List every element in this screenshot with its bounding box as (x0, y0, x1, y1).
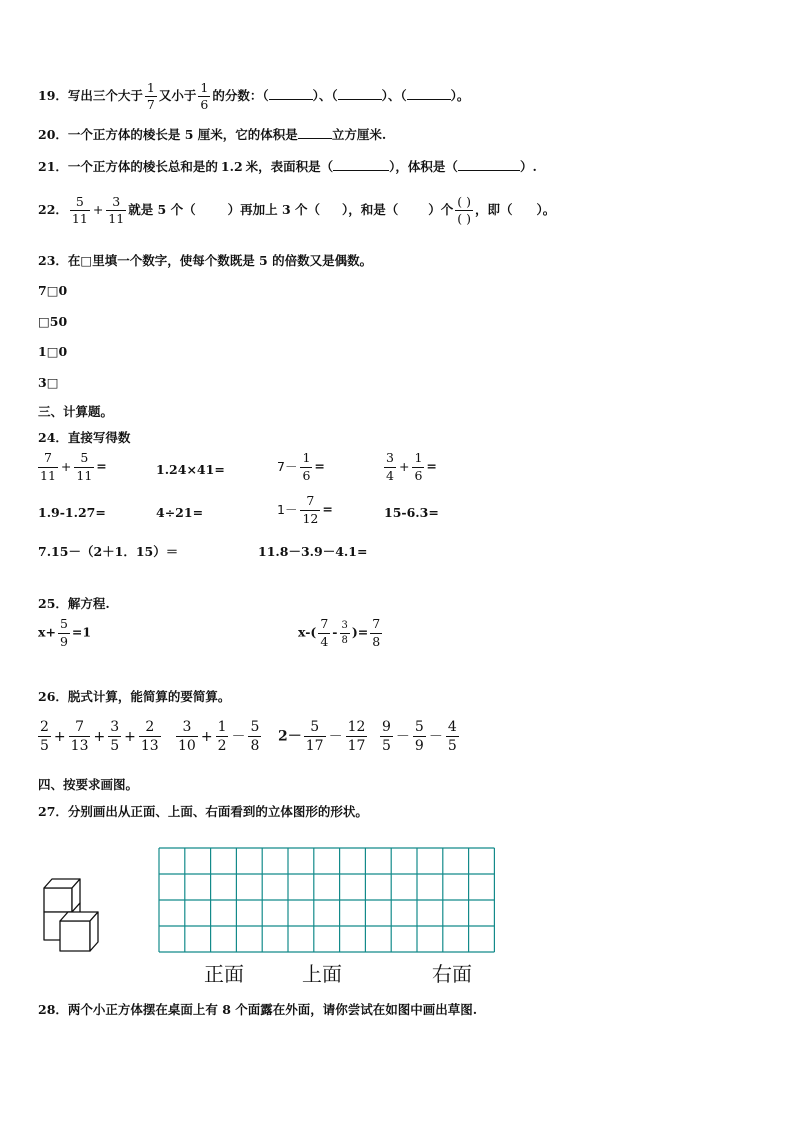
fraction: $\frac{5}{11}$ (71, 193, 88, 226)
question-26-title: 26．脱式计算，能简算的要简算。 (38, 689, 231, 704)
answer-blank[interactable] (333, 158, 389, 171)
q24-expr-8: 15-6.3= (384, 505, 439, 520)
q23-item[interactable]: 7□0 (38, 283, 68, 298)
question-23: 23．在□里填一个数字，使每个数既是 5 的倍数又是偶数。 (38, 253, 373, 268)
blank-fraction[interactable]: ( ) ( ) (457, 193, 472, 226)
grid-label-right: 右面 (432, 962, 472, 986)
q24-expr-9: 7.15－（2＋1．15）＝ (38, 544, 179, 559)
section-heading-3: 三、计算题。 (38, 404, 114, 419)
question-21: 21．一个正方体的棱长总和是的 1.2 米，表面积是（ ），体积是（ ）. (38, 159, 537, 174)
fraction: $\frac{3}{11}$ (108, 193, 125, 226)
question-19: 19．写出三个大于 $\frac{1}{7}$ 又小于 $\frac{1}{6}$ 的分数：（ ）、（ ）、（ ）。 (38, 79, 470, 112)
question-20 (38, 125, 386, 143)
grid-label-top: 上面 (302, 962, 342, 986)
question-27-title: 27．分别画出从正面、上面、右面看到的立体图形的形状。 (38, 804, 368, 819)
q26-expr-b: $\frac{3}{10}$ + $\frac{1}{2}$ － $\frac{5}{8}$ (178, 719, 260, 754)
question-22: 22． $\frac{5}{11}$ + $\frac{3}{11}$ 就是 5 个（ ）再加上 3 个（ ），和是（ ）个 ( ) ( ) ，即（ ）。 (38, 193, 556, 226)
answer-blank[interactable] (458, 158, 520, 171)
q19-text-2: 又小于 (158, 88, 197, 103)
grid-label-front: 正面 (204, 962, 244, 986)
q19-number: 19． (38, 88, 68, 103)
q24-expr-2: 1.24×41= (156, 462, 225, 477)
stacked-cubes-figure (36, 872, 116, 956)
q26-expr-d: $\frac{9}{5}$ － $\frac{5}{9}$ － $\frac{4}{5}$ (382, 719, 457, 754)
q20-text: 20．一个正方体的棱长是 5 厘米，它的体积是 (38, 127, 298, 142)
q24-expr-6: 4÷21= (156, 505, 204, 520)
q24-expr-10: 11.8－3.9－4.1= (258, 544, 368, 559)
answer-blank[interactable] (298, 126, 332, 139)
question-24-title: 24．直接写得数 (38, 430, 131, 445)
q23-item[interactable]: □50 (38, 314, 68, 329)
q19-text-1: 写出三个大于 (67, 88, 143, 103)
q19-text-3: 的分数： (212, 88, 263, 103)
answer-blank[interactable] (269, 87, 313, 100)
drawing-grid[interactable] (157, 846, 497, 956)
answer-blank[interactable] (407, 87, 451, 100)
q24-expr-1: $\frac{7}{11}$ + $\frac{5}{11}$ = (40, 450, 107, 483)
answer-blank[interactable] (338, 87, 382, 100)
question-28-title: 28．两个小正方体摆在桌面上有 8 个面露在外面，请你尝试在如图中画出草图. (38, 1002, 478, 1017)
question-25-title: 25．解方程. (38, 596, 110, 611)
q26-expr-a: $\frac{2}{5}$ + $\frac{7}{13}$ + $\frac{3}{5}$ + $\frac{2}{13}$ (40, 719, 159, 754)
section-heading-4: 四、按要求画图。 (38, 777, 139, 792)
fraction: $\frac{1}{7}$ (146, 79, 155, 112)
q25-equation-1: x+ $\frac{5}{9}$ =1 (38, 616, 92, 649)
q23-item[interactable]: 3□ (38, 375, 59, 390)
q26-expr-c: 2－ $\frac{5}{17}$ － $\frac{12}{17}$ (278, 719, 366, 754)
q24-expr-7: 1－ $\frac{7}{12}$ = (277, 493, 333, 526)
q25-equation-2: x-( $\frac{7}{4}$ - $\frac{3}{8}$ )= $\frac{7}{8}$ (298, 616, 381, 649)
fraction: $\frac{1}{6}$ (200, 79, 209, 112)
q20-tail: 立方厘米. (331, 127, 387, 142)
q23-item[interactable]: 1□0 (38, 344, 68, 359)
q24-expr-4: $\frac{3}{4}$ + $\frac{1}{6}$ = (386, 450, 437, 483)
q24-expr-5: 1.9-1.27= (38, 505, 106, 520)
q24-expr-3: 7－ $\frac{1}{6}$ = (277, 450, 325, 483)
